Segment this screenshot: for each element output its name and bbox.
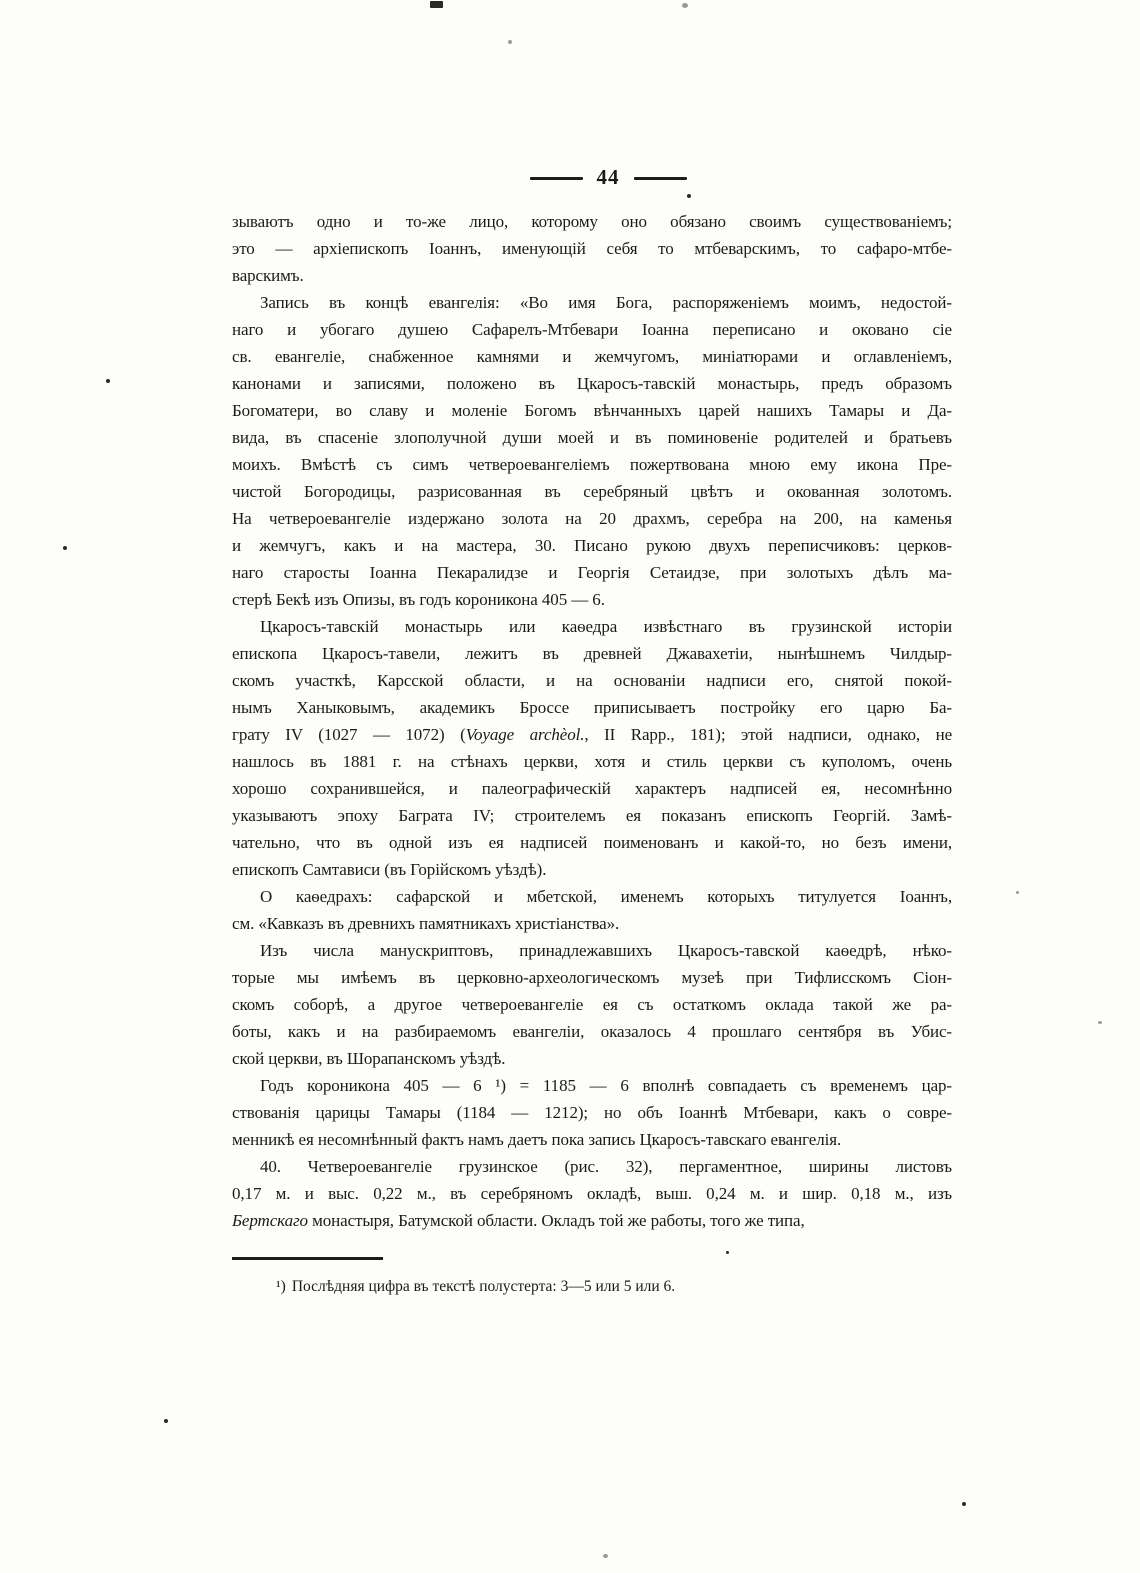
text-line [232, 397, 952, 424]
text-line [232, 370, 952, 397]
text-segment: , II Rapp., 181); этой надписи, однако, не [584, 725, 953, 744]
page-header [450, 164, 766, 192]
text-segment: моихъ. Вмѣстѣ съ симъ четвероевангеліемъ пожертвована мною ему икона Пре- [232, 455, 952, 474]
text-segment: Voyage archèol. [465, 725, 585, 744]
text-line [232, 613, 952, 640]
paragraph [232, 613, 952, 883]
text-segment: О каѳедрахъ: сафарской и мбетской, именемъ которыхъ титулуется Іоаннъ, [260, 887, 952, 906]
text-segment: Бертскаго [232, 1211, 308, 1230]
text-segment: скомъ соборѣ, а другое четвероевангеліе ея съ остаткомъ оклада такой же ра- [232, 995, 952, 1014]
text-segment: епископъ Самтависи (въ Горійскомъ уѣздѣ). [232, 860, 547, 879]
text-segment: Годъ короникона 405 — 6 ¹) = 1185 — 6 вполнѣ совпадаеть съ временемъ цар- [260, 1076, 952, 1095]
text-line [232, 910, 952, 937]
text-segment: нашлось въ 1881 г. на стѣнахъ церкви, хотя и стиль церкви съ куполомъ, очень [232, 752, 952, 771]
text-segment: чательно, что въ одной изъ ея надписей поименованъ и какой-то, но безъ имени, [232, 833, 952, 852]
text-segment: боты, какъ и на разбираемомъ евангеліи, оказалось 4 прошлаго сентября въ Убис- [232, 1022, 952, 1041]
text-segment: ствованія царицы Тамары (1184 — 1212); но объ Іоаннѣ Мтбевари, какъ о совре- [232, 1103, 952, 1122]
text-segment: см. «Кавказъ въ древнихъ памятникахъ христіанства». [232, 914, 620, 933]
text-line [232, 1099, 952, 1126]
paragraph [232, 937, 952, 1072]
text-segment: ской церкви, въ Шорапанскомъ уѣздѣ. [232, 1049, 506, 1068]
text-line [232, 262, 952, 289]
text-segment: Богоматери, во славу и моленіе Богомъ вѣнчанныхъ царей нашихъ Тамары и Да- [232, 401, 952, 420]
text-segment: наго старосты Іоанна Пекаралидзе и Георгія Сетаидзе, при золотыхъ дѣлъ ма- [232, 563, 952, 582]
scan-speck [430, 1, 443, 8]
footnote-text: Послѣдняя цифра въ текстѣ полустерта: 3—5 или 5 или 6. [291, 1278, 676, 1295]
scan-speck [726, 1251, 729, 1254]
text-line [232, 640, 952, 667]
scan-speck [1016, 891, 1019, 894]
text-line [232, 1045, 952, 1072]
scan-speck [106, 379, 110, 383]
text-line [232, 478, 952, 505]
text-line [232, 856, 952, 883]
text-segment: грату IV (1027 — 1072) ( [232, 725, 466, 744]
text-line [232, 1207, 952, 1234]
text-line [232, 937, 952, 964]
text-segment: канонами и записями, положено въ Цкаросъ-тавскій монастырь, предъ образомъ [232, 374, 952, 393]
text-segment: вида, въ спасеніе злополучной души моей и въ поминовеніе родителей и братьевъ [232, 428, 952, 447]
text-line [232, 505, 952, 532]
text-line [232, 1126, 952, 1153]
paragraph [232, 289, 952, 613]
text-segment: св. евангеліе, снабженное камнями и жемчугомъ, миніатюрами и оглавленіемъ, [232, 347, 952, 366]
text-segment: и жемчугъ, какъ и на мастера, 30. Писано рукою двухъ переписчиковъ: церков- [232, 536, 952, 555]
text-segment: стерѣ Бекѣ изъ Опизы, въ годъ короникона 405 — 6. [232, 590, 605, 609]
text-line [232, 343, 952, 370]
text-segment: это — архіепископъ Іоаннъ, именующій себя то мтбеварскимъ, то сафаро-мтбе- [232, 239, 952, 258]
scan-speck [164, 1419, 168, 1423]
text-line [232, 559, 952, 586]
text-segment: Цкаросъ-тавскій монастырь или каѳедра извѣстнаго въ грузинской исторіи [260, 617, 952, 636]
text-segment: нымъ Ханыковымъ, академикъ Броссе приписываетъ постройку его царю Ба- [232, 698, 952, 717]
header-rule-left [530, 177, 583, 180]
footnote-marker: ¹) [276, 1278, 286, 1295]
text-line [232, 316, 952, 343]
text-segment: епископа Цкаросъ-тавели, лежитъ въ древней Джавахетіи, нынѣшнемъ Чилдыр- [232, 644, 952, 663]
scan-speck [682, 3, 688, 8]
scan-speck [63, 546, 67, 550]
text-segment: На четвероевангеліе издержано золота на 20 драхмъ, серебра на 200, на каменья [232, 509, 952, 528]
text-segment: Изъ числа манускриптовъ, принадлежавшихъ Цкаросъ-тавской каѳедрѣ, нѣко- [260, 941, 952, 960]
text-line [232, 721, 952, 748]
scan-speck [508, 40, 512, 44]
text-segment: зываютъ одно и то-же лицо, которому оно обязано своимъ существованіемъ; [232, 212, 952, 231]
text-line [232, 829, 952, 856]
text-block [232, 208, 952, 1234]
scan-speck [962, 1502, 966, 1506]
page-number: 44 [596, 164, 620, 189]
text-segment: наго и убогаго душею Сафарелъ-Мтбевари Іоанна переписано и оковано сіе [232, 320, 952, 339]
text-line [232, 1072, 952, 1099]
text-line [232, 883, 952, 910]
text-segment: указываютъ эпоху Баграта IV; строителемъ ея показанъ епископъ Георгій. Замѣ- [232, 806, 952, 825]
text-line [232, 802, 952, 829]
text-line [232, 1018, 952, 1045]
text-line [232, 964, 952, 991]
text-line [232, 1180, 952, 1207]
footnote [232, 1276, 952, 1298]
scan-speck [687, 194, 691, 198]
text-line [232, 532, 952, 559]
text-line [232, 235, 952, 262]
text-line [232, 991, 952, 1018]
text-segment: скомъ участкѣ, Карсской области, и на основаніи надписи его, снятой покой- [232, 671, 952, 690]
text-line [232, 424, 952, 451]
scan-speck [603, 1554, 608, 1558]
text-line [232, 694, 952, 721]
text-segment: хорошо сохранившейся, и палеографическій характеръ надписей ея, несомнѣнно [232, 779, 952, 798]
text-line [232, 586, 952, 613]
text-segment: 0,17 м. и выс. 0,22 м., въ серебряномъ окладѣ, выш. 0,24 м. и шир. 0,18 м., изъ [232, 1184, 952, 1203]
text-segment: варскимъ. [232, 266, 304, 285]
text-segment: менникѣ ея несомнѣнный фактъ намъ даетъ пока запись Цкаросъ-тавскаго евангелія. [232, 1130, 842, 1149]
text-line [232, 451, 952, 478]
text-segment: монастыря, Батумской области. Окладъ той же работы, того же типа, [307, 1211, 805, 1230]
text-segment: торые мы имѣемъ въ церковно-археологическомъ музеѣ при Тифлисскомъ Сіон- [232, 968, 952, 987]
paragraph [232, 1072, 952, 1153]
text-segment: Запись въ концѣ евангелія: «Во имя Бога, распоряженіемъ моимъ, недостой- [260, 293, 952, 312]
header-rule-right [634, 177, 687, 180]
paragraph [232, 208, 952, 289]
paragraph [232, 1153, 952, 1234]
scan-speck [1098, 1021, 1102, 1024]
text-line [232, 208, 952, 235]
text-line [232, 775, 952, 802]
text-line [232, 1153, 952, 1180]
text-line [232, 748, 952, 775]
text-line [232, 667, 952, 694]
paragraph [232, 883, 952, 937]
text-line [232, 289, 952, 316]
text-segment: 40. Четвероевангеліе грузинское (рис. 32), пергаментное, ширины листовъ [260, 1157, 952, 1176]
footnote-separator [232, 1257, 383, 1260]
text-segment: чистой Богородицы, разрисованная въ серебряный цвѣтъ и окованная золотомъ. [232, 482, 952, 501]
